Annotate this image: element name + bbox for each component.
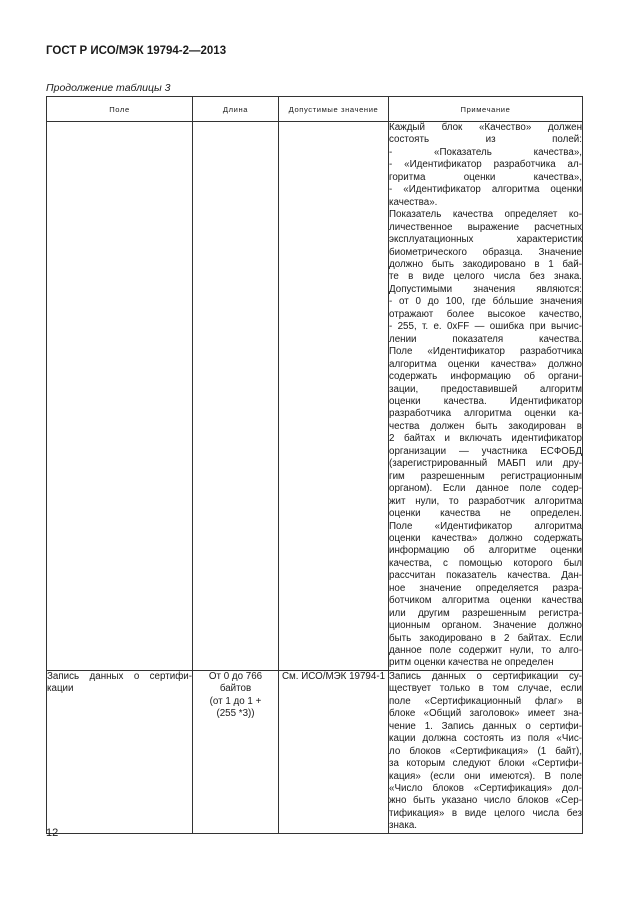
text-line: Каждый блок «Качество» должен <box>389 122 582 133</box>
text-line: ществует только в том случае, если <box>389 683 582 695</box>
text-line: ло блоков «Сертификация» (1 байт), <box>389 745 582 757</box>
text-line: биометрического образца. Значение <box>389 246 582 258</box>
text-line: оценки качества. Идентификатор <box>389 395 582 407</box>
text-line: рассчитан показатель качества. Дан- <box>389 570 582 582</box>
text-line: кации <box>47 683 74 695</box>
text-line: (от 1 до 1 + <box>209 695 262 707</box>
text-line: Поле «Идентификатор алгоритма <box>389 520 582 532</box>
column-header-length: Длина <box>193 97 279 122</box>
text-line: ботчиком алгоритма оценки качества <box>389 595 582 607</box>
column-header-note: Примечание <box>389 97 583 122</box>
note-cell <box>389 122 583 671</box>
text-line: кации должна состоять из поля «Чис- <box>389 733 582 745</box>
text-line: жит нули, то разработчик алгоритма <box>389 495 582 507</box>
text-line: «Число блоков «Сертификация» дол- <box>389 783 582 795</box>
text-line: за которым следуют блоки «Сертифи- <box>389 758 582 770</box>
text-line: знака. <box>389 820 418 832</box>
text-line: (255 *3)) <box>216 708 255 720</box>
text-line: или другим разрешенным регистра- <box>389 607 582 619</box>
text-line: оценки качества» должно содержать <box>389 532 582 544</box>
column-header-allowed-values: Допустимые значение <box>279 97 389 122</box>
table-row <box>47 670 583 833</box>
text-line: - «Идентификатор разработчика ал- <box>389 159 582 171</box>
text-line: горитма оценки качества», <box>389 171 582 183</box>
allowed-values-cell <box>279 670 389 833</box>
text-line: органом). Если данное поле содер- <box>389 483 582 495</box>
text-line: чества должен быть закодирован в <box>389 420 582 432</box>
text-line: Допустимыми значения являются: <box>389 283 582 295</box>
text-line: кация» (если они имеются). В поле <box>389 770 582 782</box>
text-line: Запись данных о сертификации су- <box>389 670 582 682</box>
table-row <box>47 122 583 671</box>
text-line: - от 0 до 100, где бо́льшие значения <box>389 296 582 308</box>
text-line: состоять из полей: <box>389 134 582 146</box>
text-line: гим разрешенным регистрационным <box>389 470 582 482</box>
table-header-row <box>47 97 583 122</box>
text-line: - «Показатель качества», <box>389 146 582 158</box>
text-line: Запись данных о сертифи- <box>47 670 192 682</box>
text-line: алгоритма оценки качества» должно <box>389 358 582 370</box>
text-line: быть закодировано в 2 байтах. Если <box>389 632 582 644</box>
text-line: жно быть указано число блоков «Сер- <box>389 795 582 807</box>
text-line: байтов <box>219 683 252 695</box>
text-line: эксплуатационных характеристик <box>389 234 582 246</box>
text-line: блоке «Общий заголовок» имеет зна- <box>389 708 582 720</box>
field-cell <box>47 122 193 671</box>
text-line: ритм оценки качества не определен <box>389 657 554 669</box>
text-line: организации — участника ЕСФОБД <box>389 445 582 457</box>
text-line: отражают более высокое качество, <box>389 308 582 320</box>
text-line: (зарегистрированный МАБП или дру- <box>389 458 582 470</box>
document-header-title: ГОСТ Р ИСО/МЭК 19794-2—2013 <box>46 45 227 57</box>
text-line: лении показателя качества. <box>389 333 582 345</box>
text-line: разработчика алгоритма оценки ка- <box>389 408 582 420</box>
field-cell <box>47 670 193 833</box>
text-line: содержать информацию об органи- <box>389 371 582 383</box>
text-line: Поле «Идентификатор разработчика <box>389 346 582 358</box>
text-line: личественное выражение расчетных <box>389 221 582 233</box>
specification-table <box>46 96 583 834</box>
length-cell <box>193 670 279 833</box>
allowed-values-cell <box>279 122 389 671</box>
text-line: информацию об алгоритме оценки <box>389 545 582 557</box>
text-line: ционным органом. Значение должно <box>389 620 582 632</box>
text-line: тификация» в виде целого числа без <box>389 807 582 819</box>
text-line: должно быть закодировано в 1 бай- <box>389 258 582 270</box>
text-line: - «Идентификатор алгоритма оценки <box>389 184 582 196</box>
length-cell <box>193 122 279 671</box>
text-line: - 255, т. е. 0xFF — ошибка при вычис- <box>389 321 582 333</box>
text-line: См. ИСО/МЭК 19794-1 <box>281 670 386 682</box>
note-cell <box>389 670 583 833</box>
column-header-field: Поле <box>47 97 193 122</box>
text-line: ное значение определяется разра- <box>389 582 582 594</box>
text-line: оценки качества не определен. <box>389 508 582 520</box>
text-line: Показатель качества определяет ко- <box>389 209 582 221</box>
text-line: те в виде целого числа без знака. <box>389 271 582 283</box>
text-line: чение 1. Запись данных о сертифи- <box>389 720 582 732</box>
text-line: качества». <box>389 196 438 208</box>
text-line: зации, предоставившей алгоритм <box>389 383 582 395</box>
text-line: 2 байтах и включать идентификатор <box>389 433 582 445</box>
page-number: 12 <box>46 827 59 839</box>
text-line: От 0 до 766 <box>208 670 263 682</box>
text-line: качества, с помощью которого был <box>389 557 582 569</box>
text-line: поле «Сертификационный флаг» в <box>389 695 582 707</box>
text-line: данное поле содержит нули, то алго- <box>389 645 582 657</box>
table-continuation-label: Продолжение таблицы 3 <box>46 82 171 94</box>
